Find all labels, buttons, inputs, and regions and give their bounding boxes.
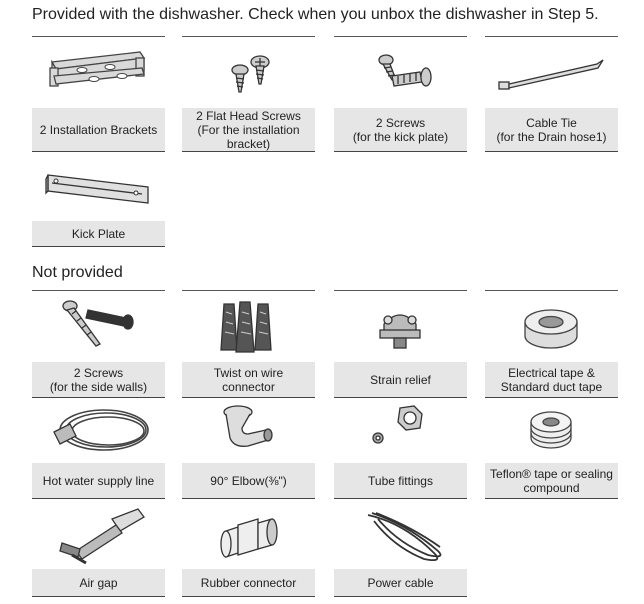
wire-connector-icon [182, 292, 315, 358]
item-label: Twist on wire connector [182, 362, 315, 398]
power-cable-icon [334, 503, 467, 569]
item-label: Strain relief [334, 362, 467, 398]
item-installation-brackets [32, 36, 165, 137]
item-label: Hot water supply line [32, 463, 165, 499]
not-provided-heading: Not provided [32, 264, 123, 281]
cable-tie-icon [485, 38, 618, 104]
installation-bracket-icon [32, 38, 165, 104]
rubber-connector-icon [182, 503, 315, 569]
item-label: Cable Tie (for the Drain hose1) [485, 108, 618, 152]
item-label: 2 Installation Brackets [32, 108, 165, 152]
item-label: Electrical tape & Standard duct tape [485, 362, 618, 398]
item-kick-plate-screws [334, 36, 467, 144]
provided-heading: Provided with the dishwasher. Check when you unbox the dishwasher in Step 5. [32, 6, 599, 23]
water-supply-line-icon [32, 398, 165, 464]
elbow-fitting-icon [182, 398, 315, 464]
item-wire-connector [182, 290, 315, 394]
item-label: Power cable [334, 569, 467, 597]
item-label: Teflon® tape or sealing compound [485, 463, 618, 499]
item-cable-tie [485, 36, 618, 144]
item-label: Rubber connector [182, 569, 315, 597]
air-gap-icon [32, 503, 165, 569]
kick-plate-screw-icon [334, 38, 467, 104]
side-wall-screw-icon [32, 292, 165, 358]
tape-roll-icon [485, 292, 618, 358]
item-label: 2 Flat Head Screws (For the installation bracket) [182, 108, 315, 152]
tube-fitting-icon [334, 398, 467, 464]
item-label: Kick Plate [32, 221, 165, 247]
item-label: 2 Screws (for the side walls) [32, 362, 165, 398]
item-label: 90° Elbow(⅜") [182, 463, 315, 499]
item-electrical-tape [485, 290, 618, 394]
item-side-wall-screws [32, 290, 165, 394]
item-label: Tube fittings [334, 463, 467, 499]
flat-head-screw-icon [182, 38, 315, 104]
item-flat-head-screws [182, 36, 315, 151]
strain-relief-icon [334, 292, 467, 358]
item-label: 2 Screws (for the kick plate) [334, 108, 467, 152]
item-label: Air gap [32, 569, 165, 597]
kick-plate-icon [32, 163, 165, 229]
item-strain-relief [334, 290, 467, 387]
teflon-tape-icon [485, 398, 618, 464]
